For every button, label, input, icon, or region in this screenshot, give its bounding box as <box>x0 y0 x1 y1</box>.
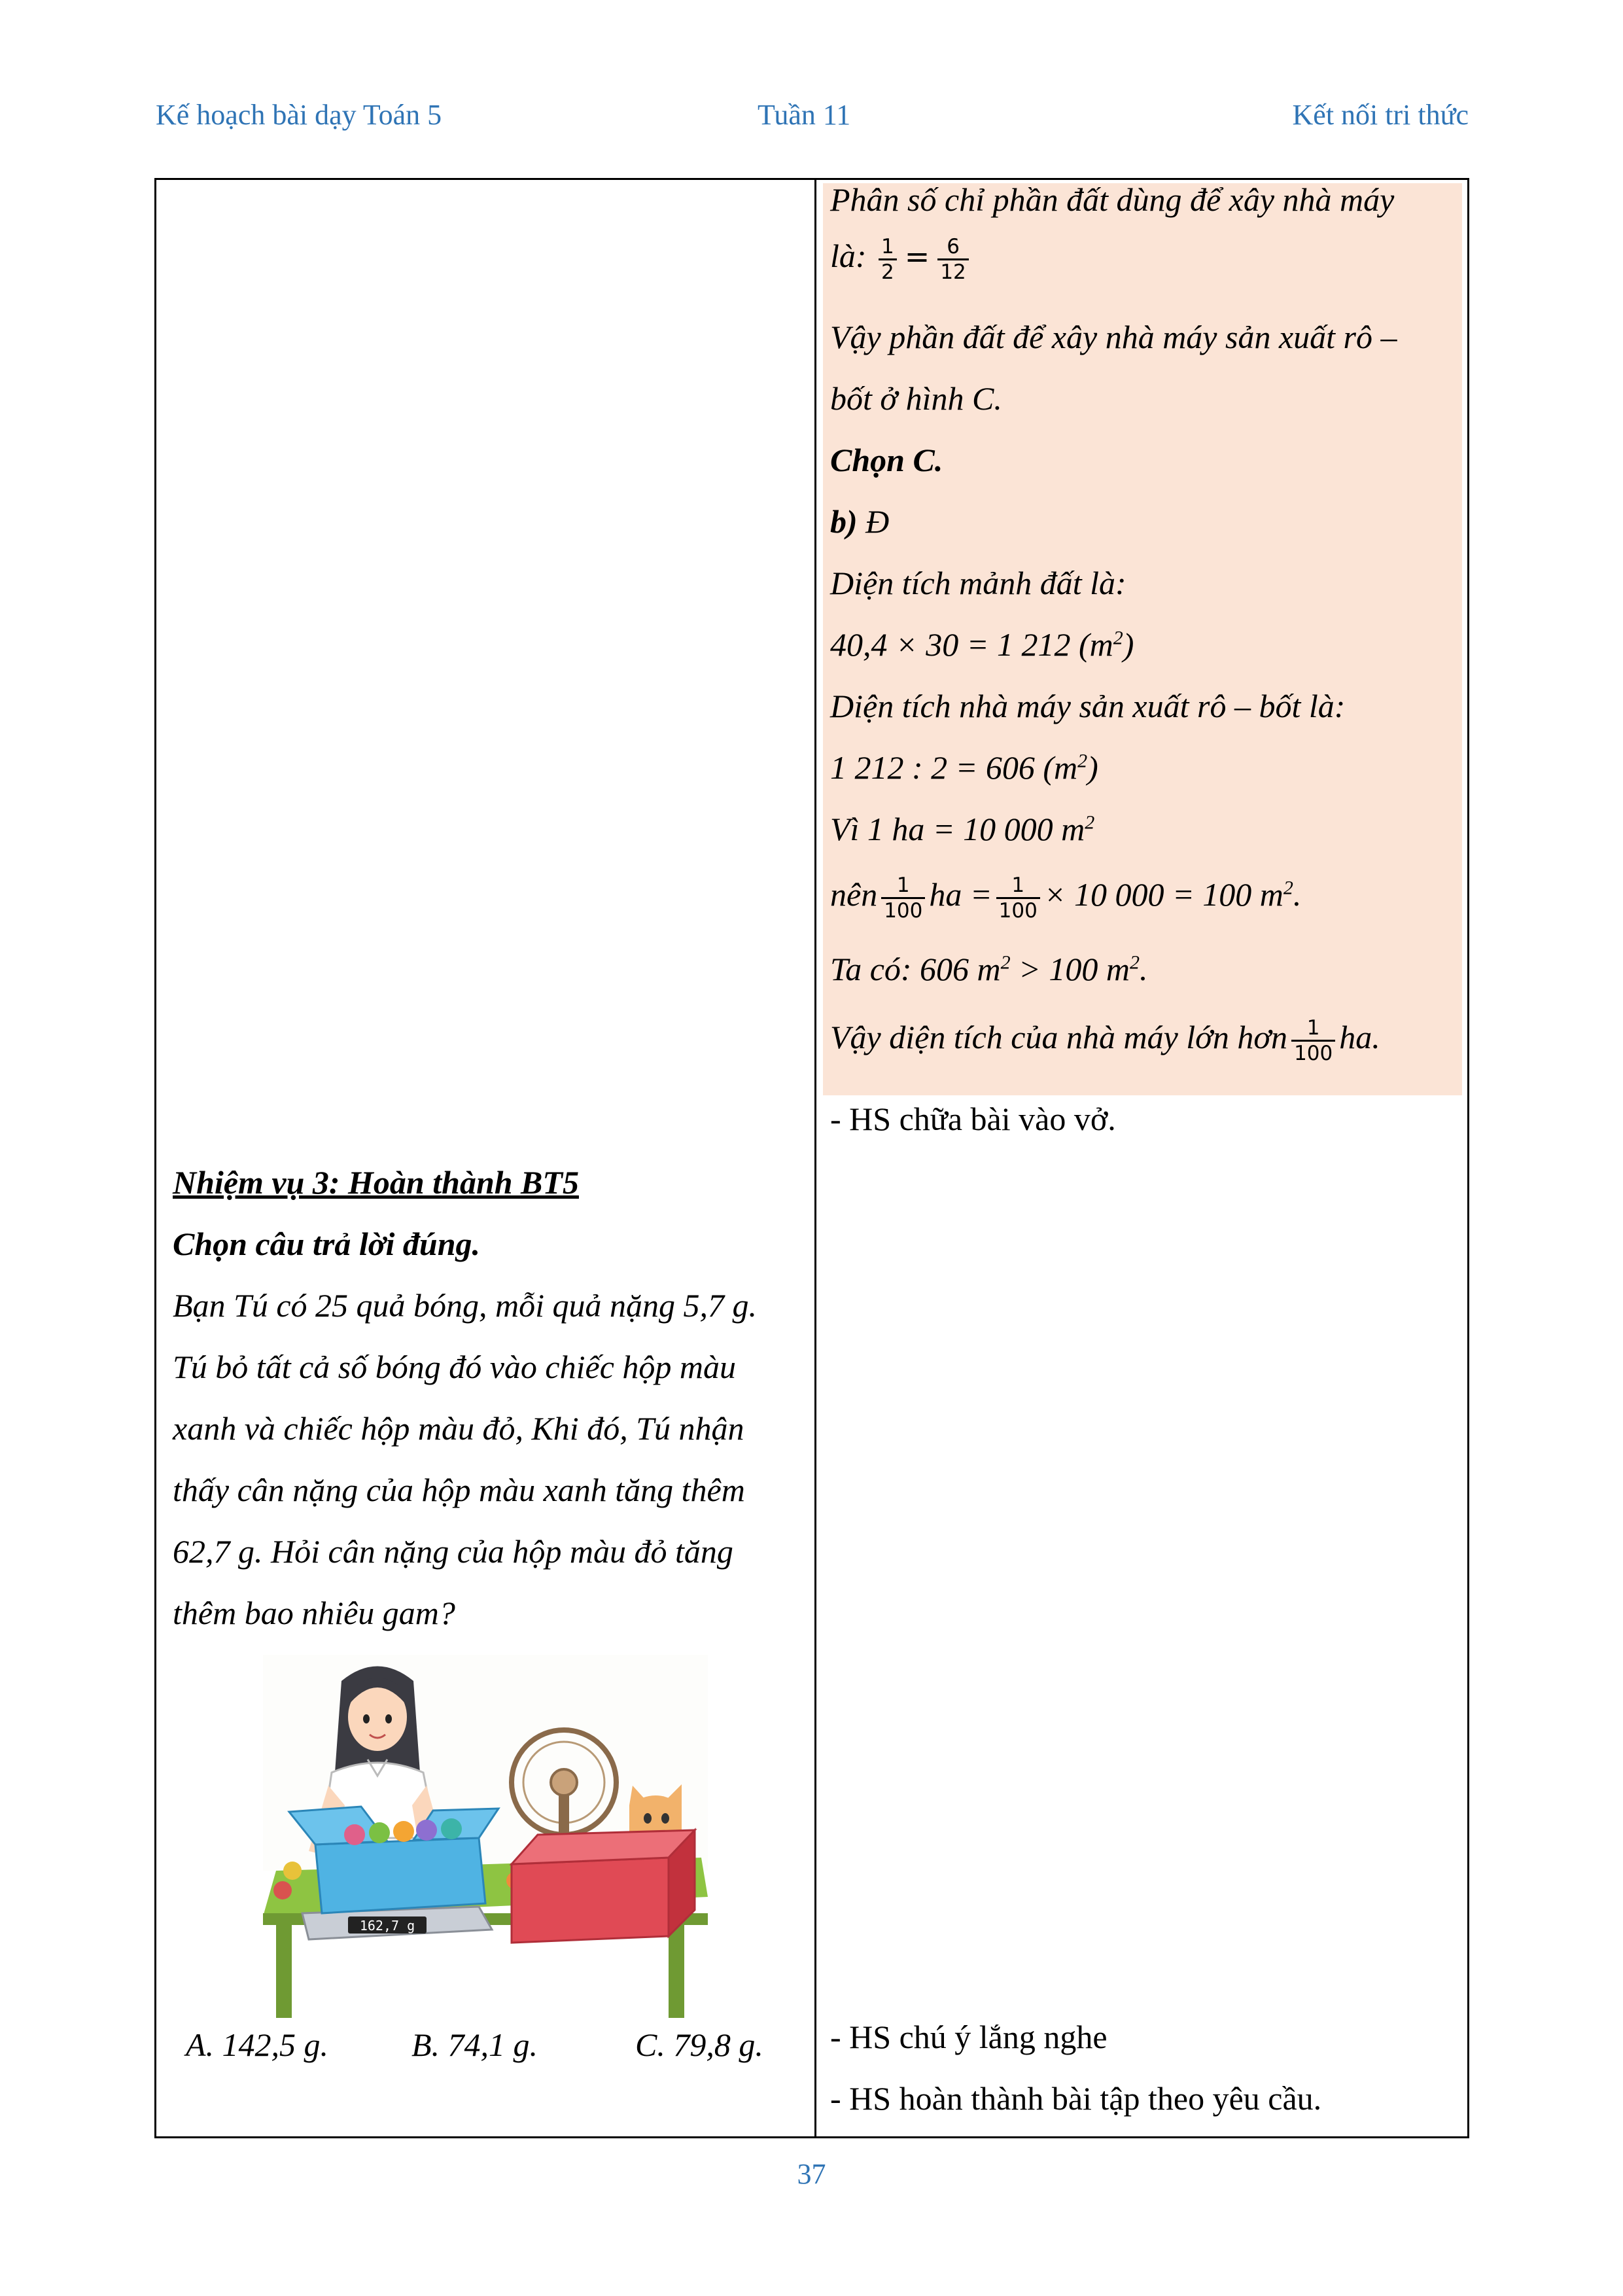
choose-c: Chọn C. <box>830 442 943 478</box>
lesson-table <box>154 178 1469 2138</box>
fraction-one-half: $\frac{1}{2}$ <box>879 235 897 284</box>
solution-line-12: nên $\frac{1}{100}$ ha = $\frac{1}{100}$ × 10 000 = 100 $m^2$. <box>830 874 1302 923</box>
task-instruction: Chọn câu trả lời đúng. <box>173 1226 481 1262</box>
task-title: Nhiệm vụ 3: Hoàn thành BT5 <box>173 1164 579 1201</box>
header-right: Kết nối tri thức <box>1292 99 1469 131</box>
problem-line: Bạn Tú có 25 quả bóng, mỗi quả nặng 5,7 g. <box>173 1287 758 1324</box>
option-b: B. 74,1 g. <box>411 2026 538 2063</box>
solution-line-1: Phân số chỉ phần đất dùng để xây nhà máy <box>830 181 1395 218</box>
fraction-one-hundredth: $\frac{1}{100}$ <box>1291 1016 1335 1065</box>
solution-line-11: Vì 1 ha = 10 000 $m^2$ <box>830 811 1095 847</box>
solution-line-3: Vậy phần đất để xây nhà máy sản xuất rô – <box>830 319 1397 355</box>
scale-reading: 162,7 g <box>359 1918 415 1934</box>
part-b-answer: b) Đ <box>830 503 890 540</box>
solution-line-10: 1 212 : 2 = 606 $(m^2)$ <box>830 749 1098 786</box>
header-center: Tuần 11 <box>758 99 851 131</box>
fraction-one-hundredth: $\frac{1}{100}$ <box>881 874 925 923</box>
hs-fix-note: - HS chữa bài vào vở. <box>830 1101 1116 1137</box>
option-a: A. 142,5 g. <box>186 2026 329 2063</box>
fraction-one-hundredth: $\frac{1}{100}$ <box>996 874 1040 923</box>
solution-line-8: 40,4 × 30 = 1 212 $(m^2)$ <box>830 626 1134 663</box>
solution-line-13: Ta có: 606 $m^2 > 100$ $m^2$. <box>830 951 1148 987</box>
header-left: Kế hoạch bài dạy Toán 5 <box>156 99 442 131</box>
solution-line-7: Diện tích mảnh đất là: <box>830 565 1126 601</box>
option-c: C. 79,8 g. <box>635 2026 763 2063</box>
solution-line-2: là: $\frac{1}{2}$ = $\frac{6}{12}$ <box>830 235 973 284</box>
hs-listen-note: - HS chú ý lắng nghe <box>830 2019 1108 2055</box>
hs-complete-note: - HS hoàn thành bài tập theo yêu cầu. <box>830 2080 1322 2117</box>
solution-line-14: Vậy diện tích của nhà máy lớn hơn $\frac{1}{100}$ ha. <box>830 1016 1380 1065</box>
solution-line-4: bốt ở hình C. <box>830 380 1002 417</box>
problem-line: thấy cân nặng của hộp màu xanh tăng thêm <box>173 1472 745 1508</box>
column-divider <box>814 180 816 2136</box>
fraction-six-twelfths: $\frac{6}{12}$ <box>937 235 968 284</box>
solution-line-9: Diện tích nhà máy sản xuất rô – bốt là: <box>830 688 1346 724</box>
problem-line: thêm bao nhiêu gam? <box>173 1595 455 1631</box>
page-number: 37 <box>797 2158 826 2190</box>
girl-with-boxes-illustration <box>263 1655 708 2018</box>
problem-line: xanh và chiếc hộp màu đỏ, Khi đó, Tú nhận <box>173 1410 744 1447</box>
problem-line: Tú bỏ tất cả số bóng đó vào chiếc hộp màu <box>173 1349 737 1385</box>
problem-line: 62,7 g. Hỏi cân nặng của hộp màu đỏ tăng <box>173 1533 733 1570</box>
